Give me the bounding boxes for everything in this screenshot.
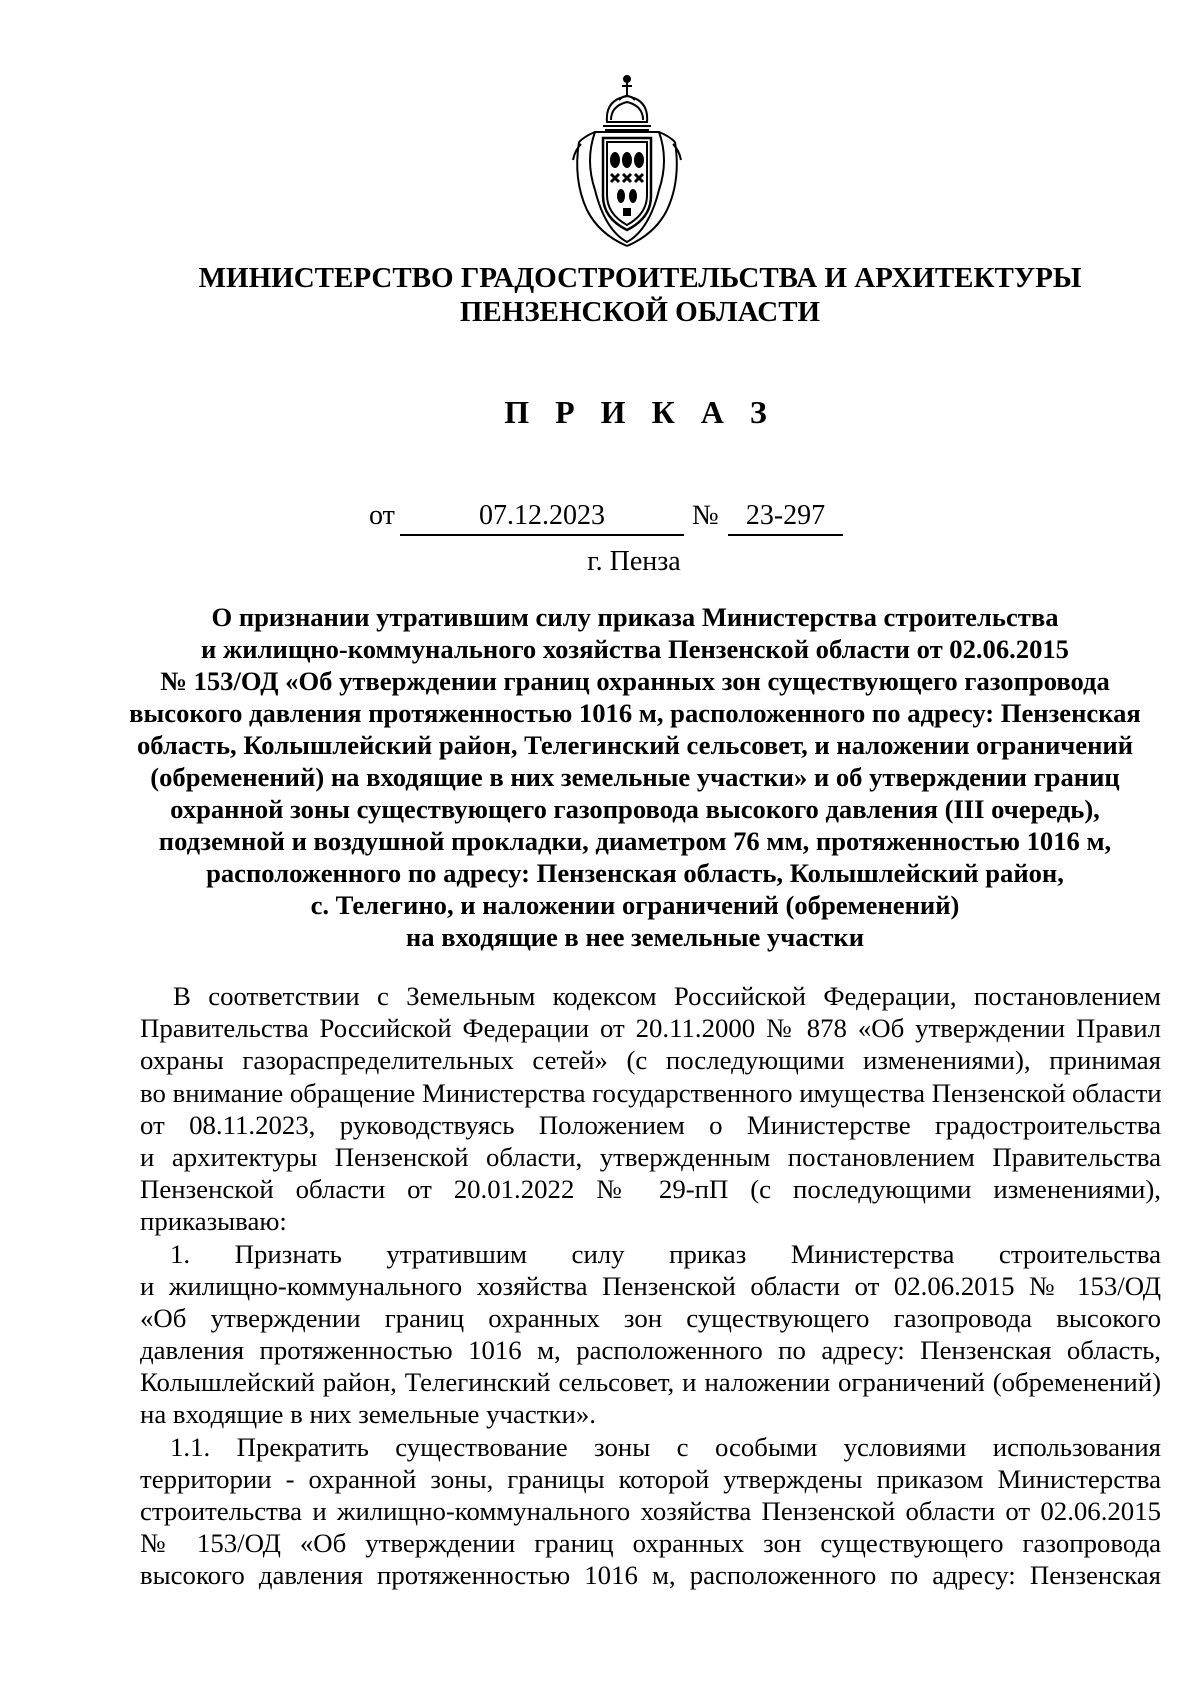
heading-line: и жилищно-коммунального хозяйства Пензенской области от 02.06.2015	[201, 634, 1069, 664]
body-line: на входящие в них земельные участки».	[140, 1399, 596, 1430]
body-line: Колышлейский район, Телегинский сельсовет, и наложении ограничений (обременений)	[140, 1367, 1161, 1398]
body-line: № 153/ОД «Об утверждении границ охранных зон существующего газопровода	[140, 1528, 1161, 1559]
ministry-name-line-2: ПЕНЗЕНСКОЙ ОБЛАСТИ	[459, 296, 821, 328]
order-date: 07.12.2023	[400, 500, 684, 536]
body-line: Пензенской области от 20.01.2022 № 29-пП (с последующими изменениями),	[140, 1174, 1161, 1205]
body-line: В соответствии с Земельным кодексом Российской Федерации, постановлением	[173, 981, 1161, 1011]
heading-line: на входящие в нее земельные участки	[405, 922, 865, 952]
heading-line: № 153/ОД «Об утверждении границ охранных зон существующего газопровода	[160, 666, 1110, 696]
document-heading	[110, 601, 1160, 953]
number-prefix: №	[692, 500, 719, 531]
coat-of-arms-emblem	[565, 70, 689, 248]
heading-line: с. Телегино, и наложении ограничений (обременений)	[310, 890, 960, 920]
heading-line: расположенного по адресу: Пензенская область, Колышлейский район,	[206, 858, 1064, 888]
heading-line: высокого давления протяженностью 1016 м, расположенного по адресу: Пензенская	[129, 698, 1141, 728]
order-number: 23-297	[728, 500, 843, 536]
body-line: 1. Признать утратившим силу приказ Министерства строительства	[170, 1238, 1161, 1269]
body-line: Правительства Российской Федерации от 20.11.2000 № 878 «Об утверждении Правил	[140, 1013, 1161, 1044]
body-line: во внимание обращение Министерства государственного имущества Пензенской области	[140, 1077, 1162, 1108]
heading-line: область, Колышлейский район, Телегинский сельсовет, и наложении ограничений	[136, 730, 1134, 760]
body-line: охраны газораспределительных сетей» (с последующими изменениями), принимая	[140, 1045, 1161, 1076]
body-line: давления протяженностью 1016 м, расположенного по адресу: Пензенская область,	[140, 1335, 1161, 1366]
issue-city: г. Пенза	[587, 546, 681, 577]
body-line: и жилищно-коммунального хозяйства Пензенской области от 02.06.2015 № 153/ОД	[140, 1270, 1161, 1301]
ministry-name-line-1: МИНИСТЕРСТВО ГРАДОСТРОИТЕЛЬСТВА И АРХИТЕКТУРЫ	[198, 262, 1082, 294]
date-number-line	[0, 500, 1200, 540]
heading-line: О признании утратившим силу приказа Министерства строительства	[211, 602, 1059, 632]
heading-line: подземной и воздушной прокладки, диаметром 76 мм, протяженностью 1016 м,	[158, 826, 1112, 856]
body-line: территории - охранной зоны, границы которой утверждены приказом Министерства	[140, 1463, 1161, 1494]
body-line: «Об утверждении границ охранных зон существующего газопровода высокого	[140, 1302, 1161, 1333]
body-line: строительства и жилищно-коммунального хозяйства Пензенской области от 02.06.2015	[140, 1496, 1161, 1526]
body-line: от 08.11.2023, руководствуясь Положением о Министерстве градостроительства	[140, 1109, 1161, 1140]
heading-line: (обременений) на входящие в них земельные участки» и об утверждении границ	[150, 762, 1120, 792]
document-type-title: П Р И К А З	[504, 394, 776, 430]
body-line: высокого давления протяженностью 1016 м, расположенного по адресу: Пензенская	[140, 1560, 1161, 1591]
body-line: 1.1. Прекратить существование зоны с особыми условиями использования	[170, 1431, 1161, 1462]
body-line: и архитектуры Пензенской области, утвержденным постановлением Правительства	[140, 1141, 1161, 1172]
date-prefix: от	[369, 500, 395, 531]
body-line: приказываю:	[140, 1206, 287, 1237]
document-body	[140, 980, 1161, 1592]
heading-line: охранной зоны существующего газопровода высокого давления (III очередь),	[170, 794, 1100, 824]
